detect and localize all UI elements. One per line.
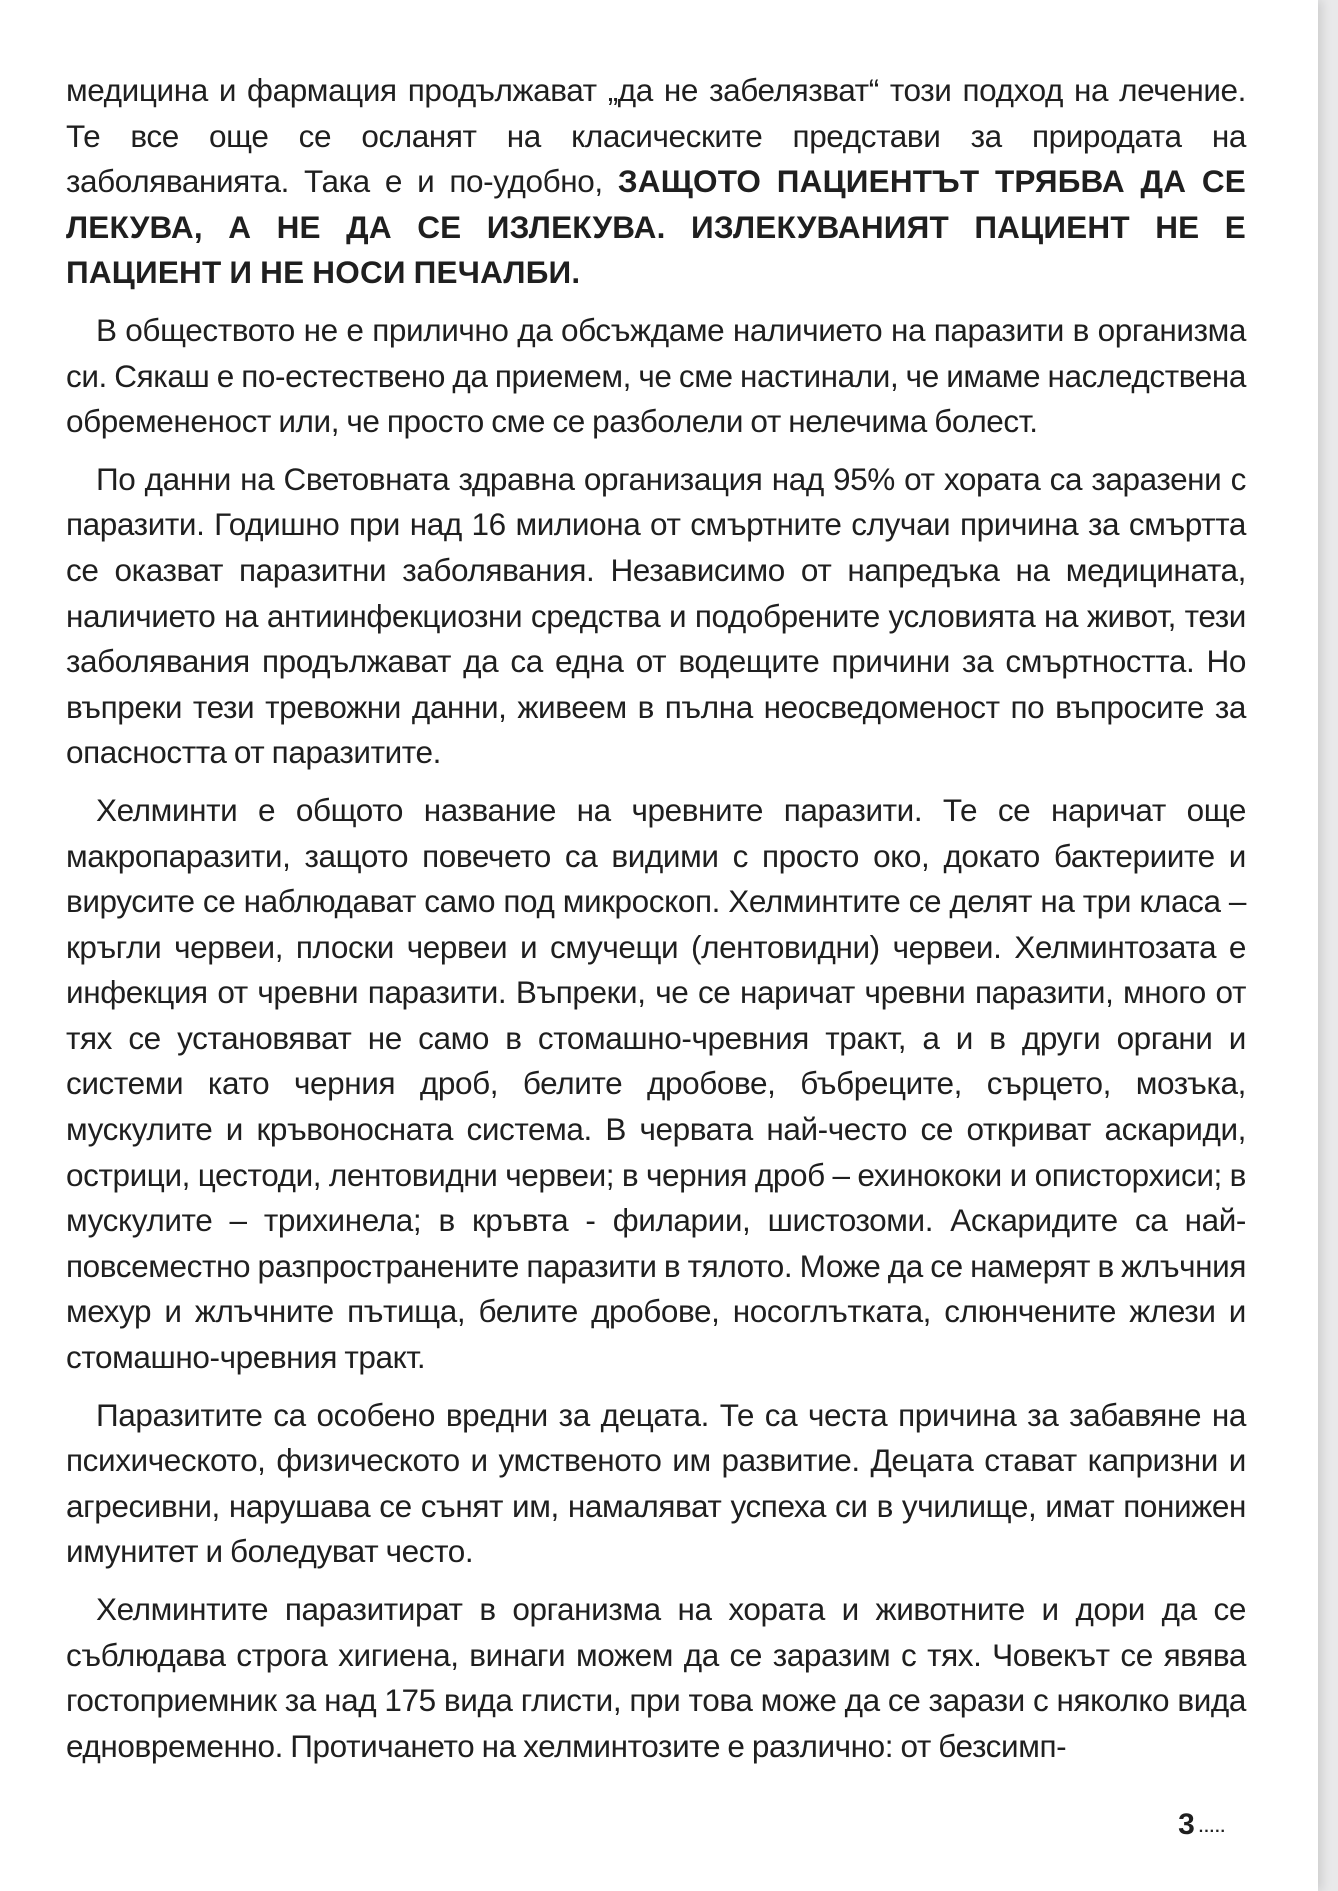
body-text (66, 68, 1246, 1781)
paragraph-2: В обществото не е прилично да обсъждаме наличието на паразити в организма си. Сякаш е по-естествено да приемем, че сме настинали, че имаме наследствена обремененост или, че просто сме се разболели от нелечима болест. (66, 311, 1246, 440)
page-number-value: 3 (1178, 1808, 1195, 1841)
paragraph-1 (66, 68, 1246, 296)
paragraph-6: Хелминтите паразитират в организма на хората и животните и дори да се съблюдава строга хигиена, винаги можем да се заразим с тях. Човекът се явява гостоприемник за над 175 вида глисти, при това може да се зарази с няколко вида едновременно. Протичането на хелминтозите е различно: от безсимп- (66, 1591, 1246, 1764)
page-number-dots: ..... (1198, 1819, 1226, 1836)
paragraph-4: Хелминти е общото название на чревните паразити. Те се наричат още макропаразити, защото повечето са видими с просто око, докато бактериите и вирусите се наблюдават само под микроскоп. Хелминтите се делят на три класа – кръгли червеи, плоски червеи и смучещи (лентовидни) червеи. Хелминтозата е инфекция от чревни паразити. Въпреки, че се наричат чревни паразити, много от тях се установяват не само в стомашно-чревния тракт, а и в други органи и системи като черния дроб, белите дробове, бъбреците, сърцето, мозъка, мускулите и кръвоносната система. В червата най-често се откриват аскариди, острици, цестоди, лентовидни червеи; в черния дроб – ехинококи и описторхиси; в мускулите – трихинела; в кръвта - филарии, шистозоми. Аскаридите са най-повсеместно разпространените паразити в тялото. Може да се намерят в жлъчния мехур и жлъчните пътища, белите дробове, носоглътката, слюнчените жлези и стомашно-чревния тракт. (66, 791, 1246, 1376)
paragraph-1-text: медицина и фармация продължават „да не забелязват“ този подход на лечение. Те все още се осланят на класическите представи за природата на заболяванията. Така е и по-удобно, (66, 72, 1246, 200)
paragraph-5: Паразитите са особено вредни за децата. Те са честа причина за забавяне на психическото, физическото и умственото им развитие. Децата стават капризни и агресивни, нарушава се сънят им, намаляват успеха си в училище, имат понижен имунитет и боледуват често. (66, 1396, 1246, 1570)
emphasis-text: ЗАЩОТО ПАЦИЕНТЪТ ТРЯБВА ДА СЕ ЛЕКУВА, А НЕ ДА СЕ ИЗЛЕКУВА. ИЗЛЕКУВАНИЯТ ПАЦИЕНТ НЕ Е ПАЦИЕНТ И НЕ НОСИ ПЕЧАЛБИ. (66, 163, 1246, 291)
page-number (1178, 1808, 1226, 1842)
paragraph-3: По данни на Световната здравна организация над 95% от хората са заразени с паразити. Годишно при над 16 милиона от смъртните случаи причина за смъртта се оказват паразитни заболявания. Независимо от напредъка на медицината, наличието на антиинфекциозни средства и подобрените условията на живот, тези заболявания продължават да са една от водещите причини за смъртността. Но въпреки тези тревожни данни, живеем в пълна неосведоменост по въпросите за опасността от паразитите. (66, 460, 1246, 771)
